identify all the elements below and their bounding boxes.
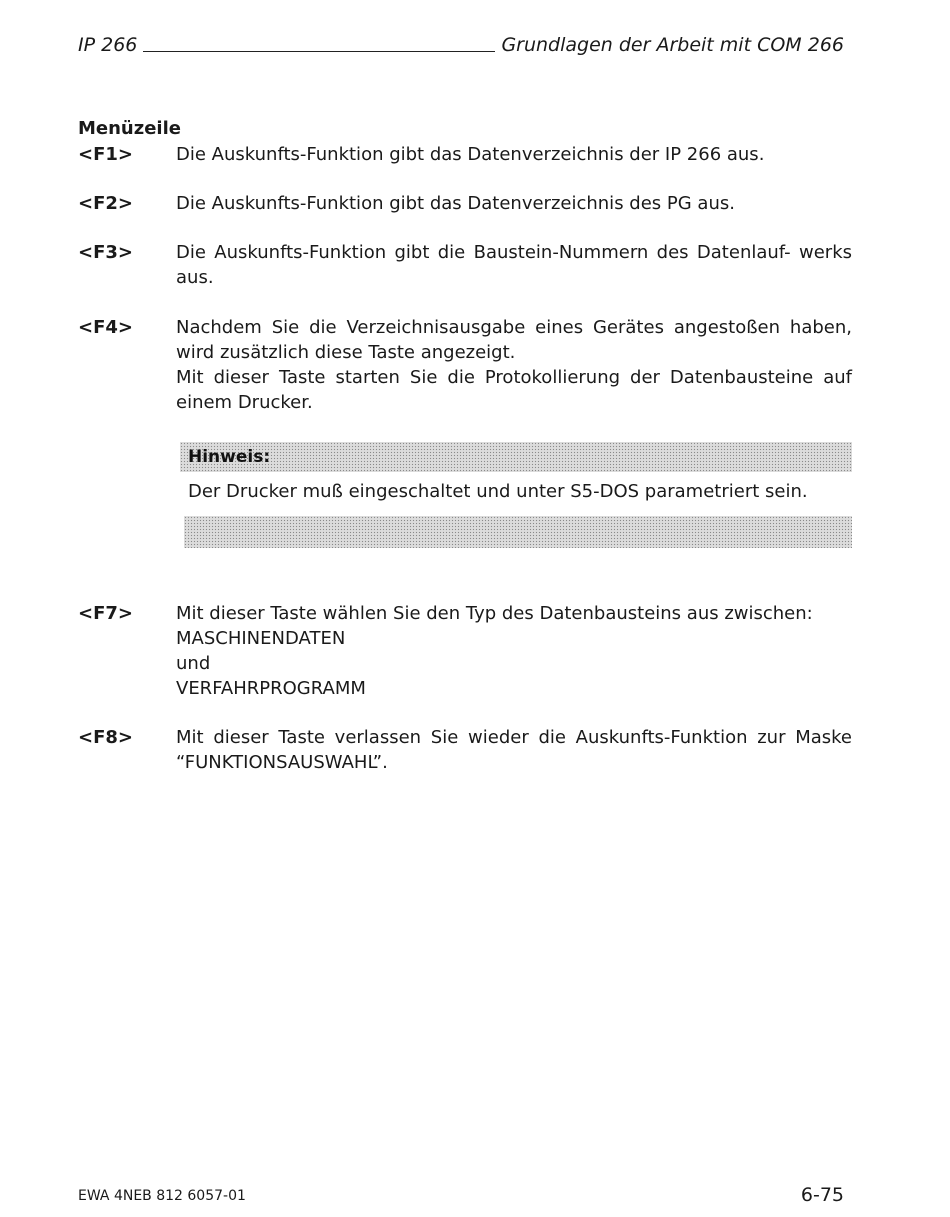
note-footer-bar	[184, 516, 852, 548]
entry-line: Mit dieser Taste starten Sie die Protokollierung der Datenbausteine auf einem Drucker.	[176, 367, 852, 413]
entry-f2	[78, 191, 852, 216]
page-header	[78, 28, 844, 56]
entry-line: Mit dieser Taste wählen Sie den Typ des Datenbausteins aus zwischen:	[176, 603, 813, 624]
header-chapter-title: Grundlagen der Arbeit mit COM 266	[501, 34, 844, 56]
entry-f4	[78, 315, 852, 415]
entry-line: Die Auskunfts-Funktion gibt die Baustein-Nummern des Datenlauf- werks aus.	[176, 242, 852, 288]
entry-line: Mit dieser Taste verlassen Sie wieder die Auskunfts-Funktion zur Maske “FUNKTIONSAUSWAHL”.	[176, 727, 852, 773]
note-box	[180, 442, 852, 548]
entry-text-f1	[176, 142, 852, 167]
key-label-f4: <F4>	[78, 317, 133, 338]
header-rule	[143, 51, 495, 52]
key-label-f3: <F3>	[78, 242, 133, 263]
section-title: Menüzeile	[78, 118, 181, 139]
option-item: und	[176, 653, 211, 674]
key-label-f8: <F8>	[78, 727, 133, 748]
entry-line: Die Auskunfts-Funktion gibt das Datenverzeichnis des PG aus.	[176, 193, 735, 214]
entry-line: Die Auskunfts-Funktion gibt das Datenverzeichnis der IP 266 aus.	[176, 144, 765, 165]
note-header-bar	[180, 442, 852, 472]
entry-text-f3	[176, 240, 852, 290]
entry-line: Nachdem Sie die Verzeichnisausgabe eines Gerätes angestoßen haben, wird zusätzlich diese Taste angezeigt.	[176, 317, 852, 363]
entry-text-f2	[176, 191, 852, 216]
key-label-f7: <F7>	[78, 603, 133, 624]
option-item: MASCHINENDATEN	[176, 628, 346, 649]
entry-f8	[78, 725, 852, 775]
note-label: Hinweis:	[188, 447, 271, 467]
key-label-f1: <F1>	[78, 144, 133, 165]
entry-f7	[78, 601, 852, 701]
footer-page-number: 6-75	[800, 1184, 844, 1206]
footer-doc-id: EWA 4NEB 812 6057-01	[78, 1188, 246, 1204]
entry-f3	[78, 240, 852, 290]
entry-text-f4	[176, 315, 852, 415]
key-label-f2: <F2>	[78, 193, 133, 214]
entry-text-f7	[176, 601, 852, 701]
entry-f1	[78, 142, 852, 167]
option-item: VERFAHRPROGRAMM	[176, 678, 366, 699]
entry-text-f8	[176, 725, 852, 775]
header-product: IP 266	[78, 34, 138, 56]
note-text: Der Drucker muß eingeschaltet und unter S5-DOS parametriert sein.	[188, 481, 808, 502]
